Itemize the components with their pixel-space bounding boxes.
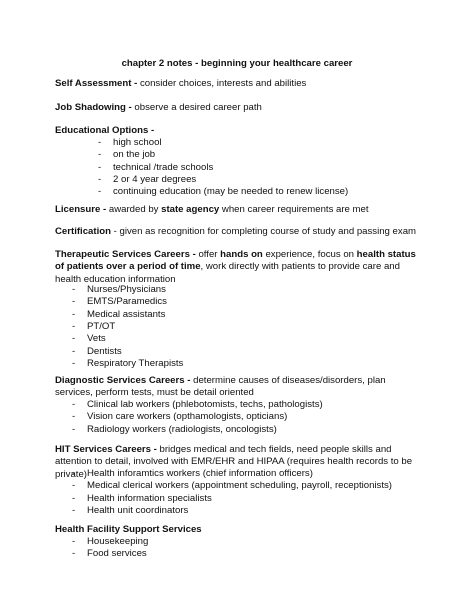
- list-item: - Radiology workers (radiologists, oncologists): [72, 424, 323, 436]
- therapeutic-paragraph: [55, 249, 425, 286]
- list-item: - Health unit coordinators: [72, 505, 392, 517]
- hit-text: bridges medical and tech fields, need people skills and attention to detail, involved with EMR/EHR and HIPAA (requires health records to be private): [55, 444, 413, 480]
- list-item: - Health inforamtics workers (chief information officers): [72, 468, 392, 480]
- diagnostic-list: [72, 399, 323, 436]
- job-shadowing-text: observe a desired career path: [131, 102, 262, 113]
- facility-heading: [55, 524, 425, 536]
- job-shadowing-term: Job Shadowing -: [55, 102, 132, 113]
- job-shadowing-paragraph: [55, 102, 425, 114]
- list-item: - Respiratory Therapists: [72, 358, 183, 370]
- list-item: - Dentists: [72, 346, 183, 358]
- list-item: - Nurses/Physicians: [72, 284, 183, 296]
- therapeutic-bold: health status of patients over a period of time: [55, 249, 416, 273]
- self-assessment-term: Self Assessment -: [55, 78, 138, 89]
- hit-list: [72, 468, 392, 517]
- certification-paragraph: [55, 226, 425, 238]
- therapeutic-text: experience, focus on: [262, 249, 357, 260]
- list-item: - Medical clerical workers (appointment scheduling, payroll, receptionists): [72, 480, 392, 492]
- list-item: - technical /trade schools: [98, 162, 348, 174]
- list-item: - Health information specialists: [72, 493, 392, 505]
- list-item: - PT/OT: [72, 321, 183, 333]
- list-item: - on the job: [98, 149, 348, 161]
- list-item: - Housekeeping: [72, 536, 148, 548]
- self-assessment-text: consider choices, interests and abilities: [137, 78, 307, 89]
- licensure-term: Licensure -: [55, 204, 107, 215]
- list-item: - Food services: [72, 548, 148, 560]
- self-assessment-paragraph: [55, 78, 425, 90]
- list-item: - Medical assistants: [72, 309, 183, 321]
- licensure-text-end: when career requirements are met: [219, 204, 369, 215]
- diagnostic-paragraph: [55, 375, 425, 400]
- therapeutic-bold: hands on: [220, 249, 263, 260]
- licensure-text: awarded by: [106, 204, 162, 215]
- list-item: - continuing education (may be needed to renew license): [98, 186, 348, 198]
- list-item: - Clinical lab workers (phlebotomists, techs, pathologists): [72, 399, 323, 411]
- therapeutic-list: [72, 284, 183, 370]
- facility-list: [72, 536, 148, 561]
- page-title: chapter 2 notes - beginning your healthcare career: [121, 58, 353, 69]
- diagnostic-text: determine causes of diseases/disorders, plan services, perform tests, must be detail oriented: [55, 375, 386, 399]
- educational-options-list: [98, 137, 348, 199]
- therapeutic-text: , work directly with patients to provide care and health education information: [55, 261, 400, 285]
- licensure-bold: state agency: [161, 204, 220, 215]
- educational-options-heading: [55, 125, 425, 137]
- list-item: - EMTS/Paramedics: [72, 296, 183, 308]
- list-item: - Vision care workers (opthamologists, opticians): [72, 411, 323, 423]
- therapeutic-term: Therapeutic Services Careers -: [55, 249, 196, 260]
- certification-text: - given as recognition for completing course of study and passing exam: [110, 226, 417, 237]
- certification-term: Certification: [55, 226, 111, 237]
- therapeutic-text: offer: [195, 249, 221, 260]
- list-item: - Vets: [72, 333, 183, 345]
- list-item: - 2 or 4 year degrees: [98, 174, 348, 186]
- licensure-paragraph: [55, 204, 425, 216]
- list-item: - high school: [98, 137, 348, 149]
- facility-term: Health Facility Support Services: [55, 524, 202, 535]
- diagnostic-term: Diagnostic Services Careers -: [55, 375, 191, 386]
- hit-term: HIT Services Careers -: [55, 444, 157, 455]
- educational-options-term: Educational Options -: [55, 125, 155, 136]
